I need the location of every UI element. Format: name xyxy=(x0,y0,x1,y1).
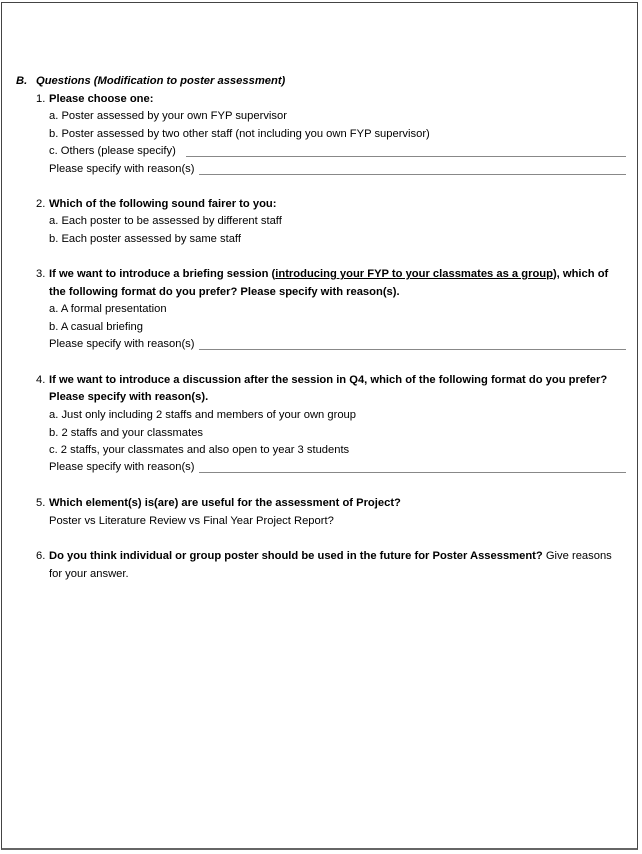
q4-option-a[interactable]: a. Just only including 2 staffs and members of your own group xyxy=(49,409,356,421)
q2-option-a[interactable]: a. Each poster to be assessed by different staff xyxy=(49,215,282,227)
q5-subtext: Poster vs Literature Review vs Final Year Project Report? xyxy=(49,515,334,527)
q1-option-a[interactable]: a. Poster assessed by your own FYP supervisor xyxy=(49,110,287,122)
q3-reason-blank[interactable] xyxy=(199,349,626,350)
q2-prompt: Which of the following sound fairer to you: xyxy=(49,198,277,210)
q4-number: 4. xyxy=(36,374,46,386)
q2-number: 2. xyxy=(36,198,46,210)
q4-prompt-line2: Please specify with reason(s). xyxy=(49,391,209,403)
q2-option-b[interactable]: b. Each poster assessed by same staff xyxy=(49,233,241,245)
q3-prompt-part2: ), which of xyxy=(552,268,609,280)
q3-prompt-line1 xyxy=(49,267,608,281)
q3-option-a[interactable]: a. A formal presentation xyxy=(49,303,167,315)
q4-option-b[interactable]: b. 2 staffs and your classmates xyxy=(49,427,204,439)
q6-prompt-line2: for your answer. xyxy=(49,568,129,580)
q6-prompt-bold: Do you think individual or group poster should be used in the future for Poster Assessment? xyxy=(49,550,543,562)
q1-number: 1. xyxy=(36,93,46,105)
q1-reason-blank[interactable] xyxy=(199,174,626,175)
q4-prompt-line1: If we want to introduce a discussion after the session in Q4, which of the following format do you prefer? xyxy=(49,374,608,386)
q1-option-b[interactable]: b. Poster assessed by two other staff (not including you own FYP supervisor) xyxy=(49,128,430,140)
q6-prompt-line1 xyxy=(49,549,612,563)
q5-prompt: Which element(s) is(are) are useful for the assessment of Project? xyxy=(49,497,401,509)
q4-reason-label: Please specify with reason(s) xyxy=(49,461,195,473)
q3-prompt-line2: the following format do you prefer? Please specify with reason(s). xyxy=(49,286,400,298)
section-title: Questions (Modification to poster assessment) xyxy=(36,75,286,87)
q5-number: 5. xyxy=(36,497,46,509)
q1-others-blank[interactable] xyxy=(186,156,626,157)
q3-prompt-part1: If we want to introduce a briefing session ( xyxy=(49,268,276,280)
q4-option-c[interactable]: c. 2 staffs, your classmates and also open to year 3 students xyxy=(49,444,350,456)
q3-reason-label: Please specify with reason(s) xyxy=(49,338,195,350)
section-letter: B. xyxy=(16,75,28,87)
q1-prompt: Please choose one: xyxy=(49,93,154,105)
q3-option-b[interactable]: b. A casual briefing xyxy=(49,321,143,333)
q1-option-c[interactable]: c. Others (please specify) xyxy=(49,145,176,157)
q3-prompt-underlined: introducing your FYP to your classmates as a group xyxy=(275,268,553,280)
q6-prompt-normal: Give reasons xyxy=(542,550,612,562)
q3-number: 3. xyxy=(36,268,46,280)
q6-number: 6. xyxy=(36,550,46,562)
q1-reason-label: Please specify with reason(s) xyxy=(49,163,195,175)
q4-reason-blank[interactable] xyxy=(199,472,626,473)
